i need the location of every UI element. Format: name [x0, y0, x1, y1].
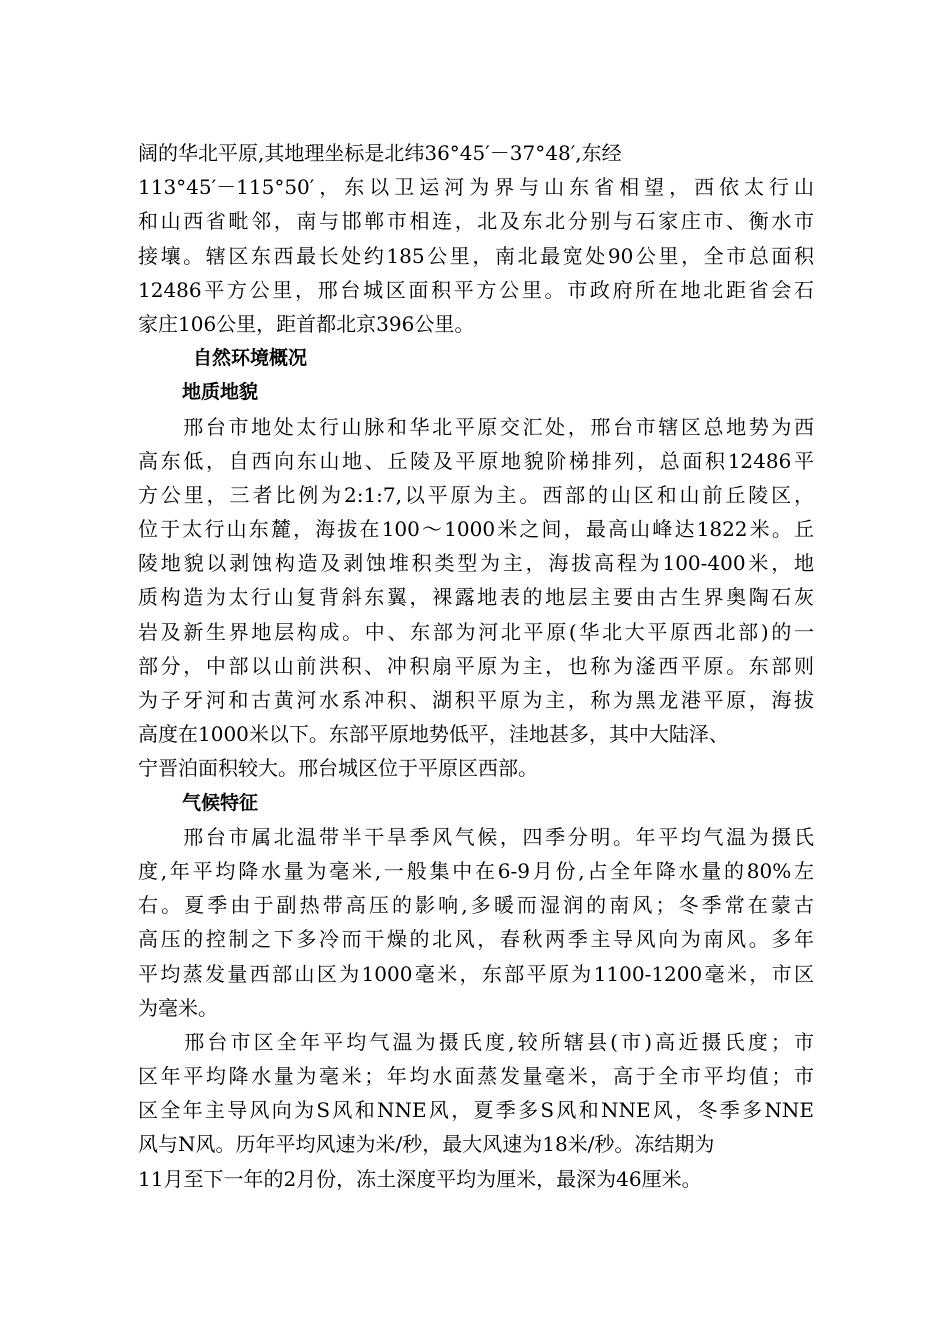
text-line: 陵地貌以剥蚀构造及剥蚀堆积类型为主，海拔高程为100-400米，地: [138, 551, 814, 576]
text-line: 高东低，自西向东山地、丘陵及平原地貌阶梯排列，总面积12486平: [138, 448, 814, 473]
paragraph-climate-urban: [138, 1025, 814, 1196]
text-line: 接壤。辖区东西最长处约185公里，南北最宽处90公里，全市总面积: [138, 243, 814, 268]
text-line: 邢台市地处太行山脉和华北平原交汇处，邢台市辖区总地势为西: [138, 414, 814, 439]
paragraph-geology: [138, 410, 814, 786]
text-line: 区年平均降水量为毫米；年均水面蒸发量毫米，高于全市平均值；市: [138, 1064, 814, 1089]
text-line: 邢台市属北温带半干旱季风气候，四季分明。年平均气温为摄氏: [138, 824, 814, 849]
text-line: 阔的华北平原,其地理坐标是北纬36°45′－37°48′,东经: [138, 141, 622, 165]
text-line: 方公里，三者比例为2:1:7,以平原为主。西部的山区和山前丘陵区，: [138, 482, 814, 507]
text-line: 宁晋泊面积较大。邢台城区位于平原区西部。: [138, 756, 538, 781]
text-line: 家庄106公里，距首都北京396公里。: [138, 311, 475, 336]
text-line: 为子牙河和古黄河水系冲积、湖积平原为主，称为黑龙港平原，海拔: [138, 688, 814, 712]
text-line: 度,年平均降水量为毫米,一般集中在6-9月份,占全年降水量的80%左: [138, 858, 814, 883]
text-line: 11月至下一年的2月份，冻土深度平均为厘米，最深为46厘米。: [138, 1166, 702, 1191]
section-heading-geology: 地质地貌: [182, 381, 259, 404]
text-line: 风与N风。历年平均风速为米/秒，最大风速为18米/秒。冻结期为: [138, 1132, 715, 1157]
section-heading-natural-environment: 自然环境概况: [193, 347, 308, 370]
text-line: 位于太行山东麓，海拔在100～1000米之间，最高山峰达1822米。丘: [138, 517, 814, 542]
text-line: 质构造为太行山复背斜东翼，裸露地表的地层主要由古生界奥陶石灰: [138, 585, 814, 610]
text-line: 右。夏季由于副热带高压的影响,多暖而湿润的南风；冬季常在蒙古: [138, 893, 814, 918]
text-line: 113°45′－115°50′，东以卫运河为界与山东省相望，西依太行山: [138, 175, 814, 200]
paragraph-location: [138, 136, 814, 341]
text-line: 平均蒸发量西部山区为1000毫米，东部平原为1100-1200毫米，市区: [138, 961, 814, 986]
text-line: 12486平方公里，邢台城区面积平方公里。市政府所在地北距省会石: [138, 277, 814, 302]
text-line: 部分，中部以山前洪积、冲积扇平原为主，也称为滏西平原。东部则: [138, 653, 814, 678]
text-line: 为毫米。: [138, 995, 218, 1020]
text-line: 和山西省毗邻，南与邯郸市相连，北及东北分别与石家庄市、衡水市: [138, 209, 814, 234]
text-line: 高度在1000米以下。东部平原地势低平，洼地甚多，其中大陆泽、: [138, 722, 729, 747]
text-line: 邢台市区全年平均气温为摄氏度,较所辖县(市)高近摄氏度；市: [138, 1029, 814, 1054]
section-heading-climate: 气候特征: [182, 791, 259, 814]
document-body: [138, 136, 814, 1196]
text-line: 高压的控制之下多冷而干燥的北风，春秋两季主导风向为南风。多年: [138, 927, 814, 952]
text-line: 区全年主导风向为S风和NNE风，夏季多S风和NNE风，冬季多NNE: [138, 1098, 814, 1123]
text-line: 岩及新生界地层构成。中、东部为河北平原(华北大平原西北部)的一: [138, 619, 814, 644]
paragraph-climate-city: [138, 820, 814, 1025]
